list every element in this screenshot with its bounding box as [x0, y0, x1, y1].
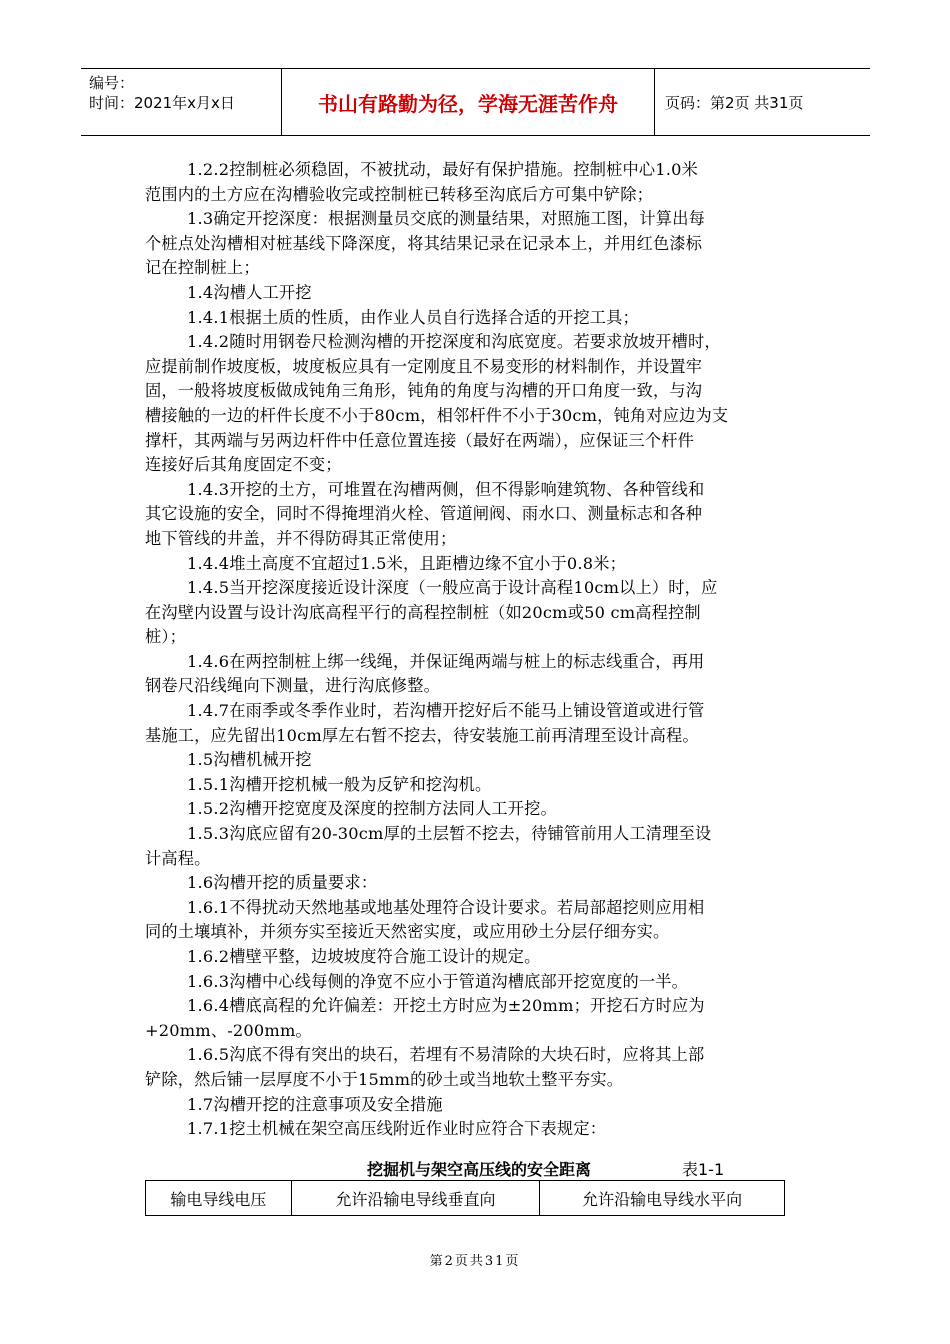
text-line: 1.5.3沟底应留有20-30cm厚的土层暂不挖去，待铺管前用人工清理至设: [187, 824, 712, 844]
text-line: 在沟壁内设置与设计沟底高程平行的高程控制桩（如20cm或50 cm高程控制: [145, 602, 701, 622]
text-line: 1.7.1挖土机械在架空高压线附近作业时应符合下表规定：: [187, 1119, 607, 1139]
table-title: 挖掘机与架空高压线的安全距离: [367, 1160, 592, 1179]
text-line: 1.2.2控制桩必须稳固，不被扰动，最好有保护措施。控制桩中心1.0米: [187, 160, 698, 179]
page-header: [81, 68, 870, 136]
text-line: 1.6.4槽底高程的允许偏差：开挖土方时应为±20mm；开挖石方时应为: [187, 996, 705, 1016]
text-line: 1.6.2槽壁平整，边坡坡度符合施工设计的规定。: [187, 947, 541, 966]
table-header-cell: 输电导线电压: [146, 1181, 292, 1216]
text-line: 1.5.2沟槽开挖宽度及深度的控制方法同人工开挖。: [187, 799, 557, 819]
text-line: 撑杆，其两端与另两边杆件中任意位置连接（最好在两端），应保证三个杆件: [145, 430, 695, 450]
header-page-number: 页码：第2页 共31页: [665, 93, 804, 112]
text-line: 应提前制作坡度板，坡度板应具有一定刚度且不易变形的材料制作，并设置牢: [145, 356, 703, 376]
text-line: 1.3确定开挖深度：根据测量员交底的测量结果，对照施工图，计算出每: [187, 209, 705, 229]
code-label: 编号：: [89, 74, 135, 92]
text-line: 1.6.3沟槽中心线每侧的净宽不应小于管道沟槽底部开挖宽度的一半。: [187, 971, 689, 991]
header-motto: 书山有路勤为径，学海无涯苦作舟: [282, 69, 655, 135]
table-header-row: [146, 1181, 785, 1216]
text-line: 槽接触的一边的杆件长度不小于80cm，相邻杆件不小于30cm，钝角对应边为支: [145, 405, 729, 425]
text-line: 1.5沟槽机械开挖: [187, 750, 312, 770]
page-footer: 第2页共31页: [429, 1254, 521, 1269]
text-line: 1.4沟槽人工开挖: [187, 282, 312, 302]
text-line: 连接好后其角度固定不变；: [145, 455, 342, 475]
text-line: 1.4.4堆土高度不宜超过1.5米，且距槽边缘不宜小于0.8米；: [187, 553, 627, 573]
text-line: 1.4.3开挖的土方，可堆置在沟槽两侧，但不得影响建筑物、各种管线和: [187, 479, 705, 499]
table-header-cell: 允许沿输电导线水平向: [540, 1181, 785, 1216]
text-line: 1.6.1不得扰动天然地基或地基处理符合设计要求。若局部超挖则应用相: [187, 897, 705, 917]
header-meta: [81, 69, 282, 135]
text-line: +20mm、-200mm。: [145, 1020, 312, 1040]
text-line: 1.4.7在雨季或冬季作业时，若沟槽开挖好后不能马上铺设管道或进行管: [187, 701, 705, 721]
text-line: 范围内的土方应在沟槽验收完或控制桩已转移至沟底后方可集中铲除；: [145, 184, 654, 204]
text-line: 个桩点处沟槽相对桩基线下降深度，将其结果记录在记录本上，并用红色漆标: [145, 233, 703, 253]
text-line: 记在控制桩上；: [145, 258, 260, 278]
table-header-cell: 允许沿输电导线垂直向: [291, 1181, 540, 1216]
text-line: 计高程。: [145, 848, 211, 868]
text-line: 地下管线的井盖，并不得防碍其正常使用；: [145, 528, 457, 548]
document-body: [145, 158, 810, 1142]
text-line: 其它设施的安全，同时不得掩埋消火栓、管道闸阀、雨水口、测量标志和各种: [145, 504, 703, 524]
text-line: 1.7沟槽开挖的注意事项及安全措施: [187, 1094, 443, 1114]
text-line: 同的土壤填补，并须夯实至接近天然密实度，或应用砂土分层仔细夯实。: [145, 922, 670, 942]
time-label: 时间：2021年x月x日: [89, 94, 235, 112]
text-line: 铲除，然后铺一层厚度不小于15mm的砂土或当地软土整平夯实。: [145, 1069, 624, 1089]
text-line: 桩）；: [145, 627, 187, 647]
text-line: 1.4.6在两控制桩上绑一线绳，并保证绳两端与桩上的标志线重合，再用: [187, 651, 705, 671]
text-line: 固，一般将坡度板做成钝角三角形，钝角的角度与沟槽的开口角度一致，与沟: [145, 381, 703, 401]
table-number: 表1-1: [682, 1160, 725, 1179]
text-line: 钢卷尺沿线绳向下测量，进行沟底修整。: [145, 676, 440, 696]
safety-distance-table: [145, 1180, 785, 1216]
text-line: 基施工，应先留出10cm厚左右暂不挖去，待安装施工前再清理至设计高程。: [145, 725, 699, 745]
text-line: 1.4.5当开挖深度接近设计深度（一般应高于设计高程10cm以上）时，应: [187, 578, 718, 598]
text-line: 1.6沟槽开挖的质量要求：: [187, 873, 378, 893]
text-line: 1.6.5沟底不得有突出的块石，若埋有不易清除的大块石时，应将其上部: [187, 1045, 705, 1065]
text-line: 1.5.1沟槽开挖机械一般为反铲和挖沟机。: [187, 774, 492, 794]
text-line: 1.4.2随时用钢卷尺检测沟槽的开挖深度和沟底宽度。若要求放坡开槽时，: [187, 332, 721, 352]
text-line: 1.4.1根据土质的性质，由作业人员自行选择合适的开挖工具；: [187, 307, 639, 327]
